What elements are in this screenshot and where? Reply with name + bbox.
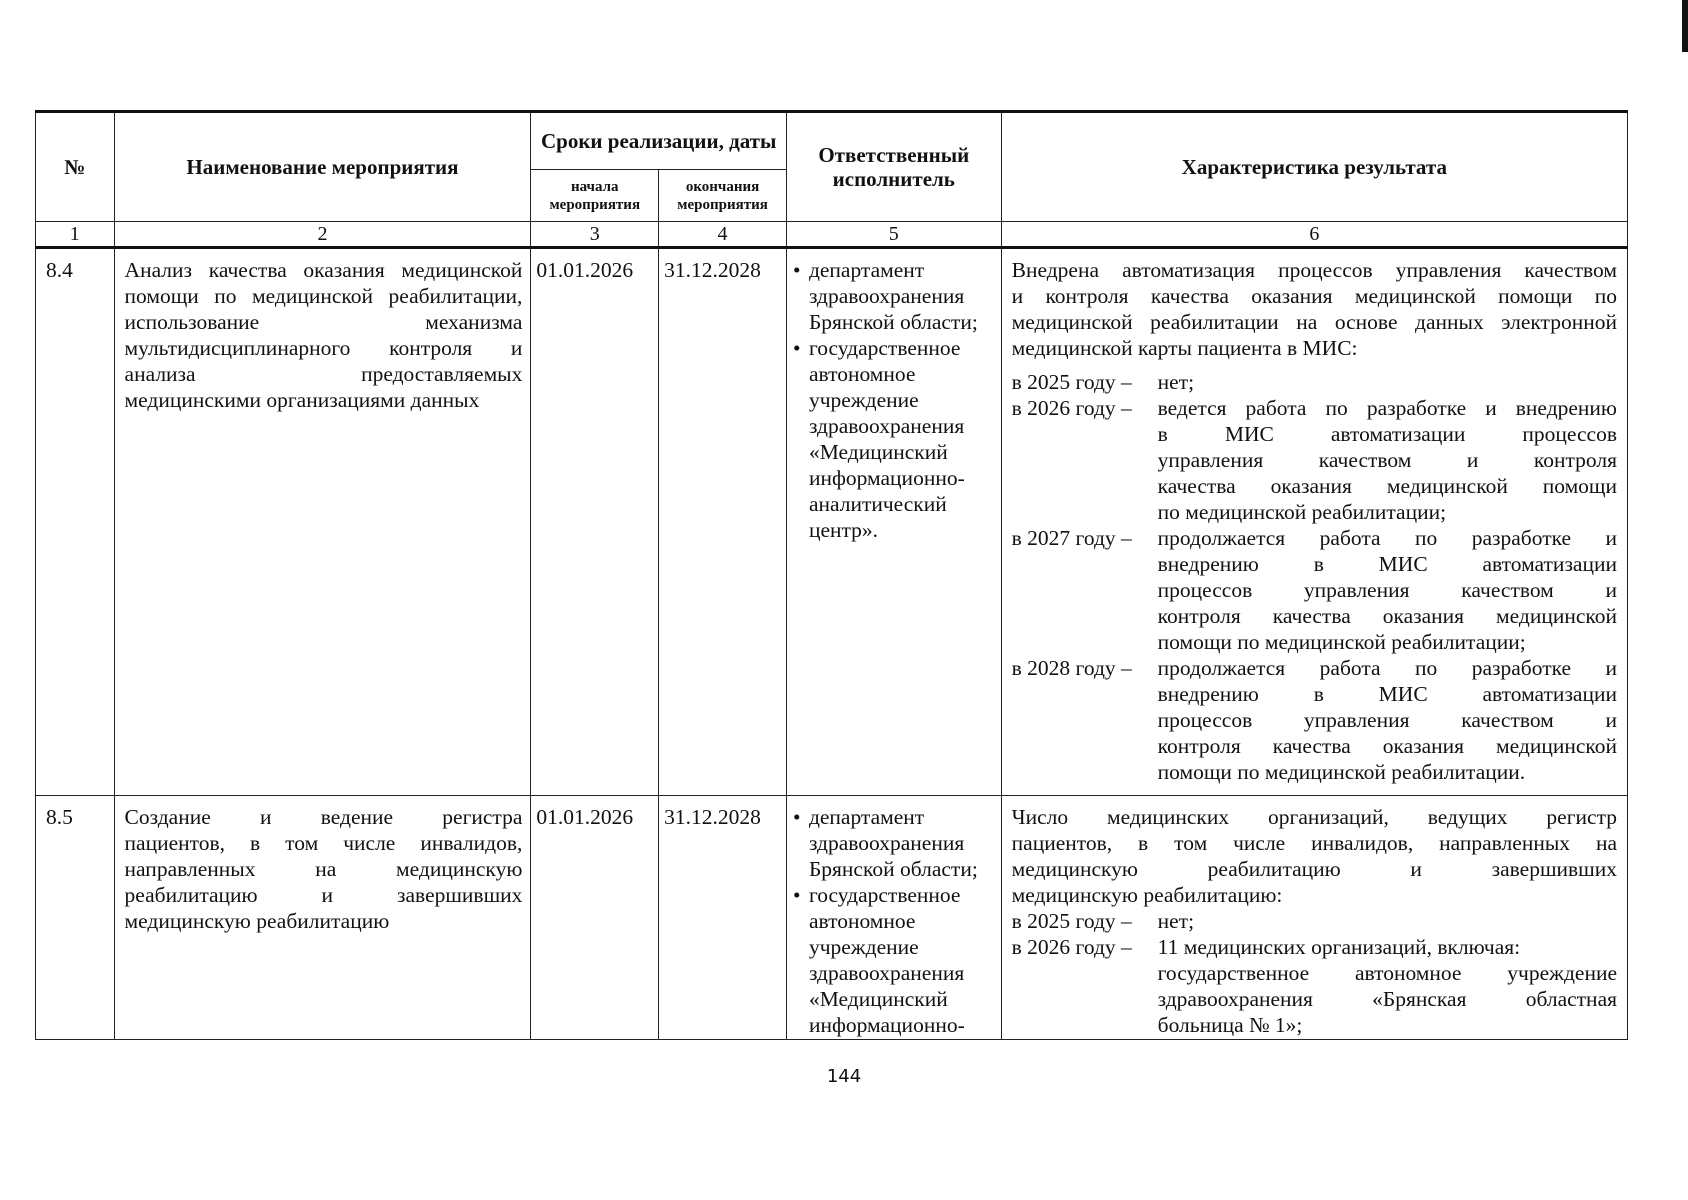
text-line: в МИС автоматизации процессов xyxy=(1157,422,1617,446)
year-continuation xyxy=(1012,551,1617,655)
year-label: в 2025 году – xyxy=(1011,909,1132,933)
header-no: № xyxy=(36,112,115,222)
year-continuation xyxy=(1012,960,1617,1038)
page-number: 144 xyxy=(826,1066,862,1087)
text-line: медицинской реабилитации на основе данных электронной xyxy=(1011,310,1617,334)
responsible-item: • департамент здравоохранения Брянской области; xyxy=(793,804,995,882)
table-row xyxy=(36,248,1628,796)
text-line: анализа предоставляемых xyxy=(124,362,523,386)
year-entry xyxy=(1012,525,1617,551)
responsible-item: • государственное автономное учреждение здравоохранения «Медицинский информационно-аналитический центр». xyxy=(793,335,995,543)
text-line: контроля качества оказания медицинской xyxy=(1157,734,1617,758)
text-line: ведется работа по разработке и внедрению xyxy=(1157,396,1617,420)
text-line: и контроля качества оказания медицинской помощи по xyxy=(1011,284,1617,308)
text-line: мультидисциплинарного контроля и xyxy=(124,336,523,360)
page-edge-mark xyxy=(1682,0,1688,52)
column-number-row xyxy=(36,222,1628,248)
responsible-item: • государственное автономное учреждение здравоохранения «Медицинский информационно- xyxy=(793,882,995,1038)
text-line: внедрению в МИС автоматизации xyxy=(1157,682,1617,706)
row-number: 8.5 xyxy=(36,796,115,1040)
text-line: процессов управления качеством и xyxy=(1157,708,1617,732)
header-end: окончания мероприятия xyxy=(659,170,787,222)
text-line: медицинскую реабилитацию: xyxy=(1011,883,1283,907)
result-intro xyxy=(1012,257,1617,361)
column-number: 2 xyxy=(114,222,531,248)
year-entry xyxy=(1012,395,1617,421)
header-start: начала мероприятия xyxy=(531,170,659,222)
text-line: медицинскую реабилитацию xyxy=(124,909,390,933)
year-label: в 2026 году – xyxy=(1011,935,1132,959)
column-number: 6 xyxy=(1001,222,1627,248)
plan-table xyxy=(35,110,1628,1040)
year-continuation xyxy=(1012,421,1617,525)
text-line: медицинской карты пациента в МИС: xyxy=(1011,336,1358,360)
text-line: нет; xyxy=(1157,909,1195,933)
start-date: 01.01.2026 xyxy=(531,796,659,1040)
header-name: Наименование мероприятия xyxy=(114,112,531,222)
text-line: помощи по медицинской реабилитации, xyxy=(124,284,523,308)
year-label: в 2028 году – xyxy=(1011,656,1132,680)
header-result: Характеристика результата xyxy=(1001,112,1627,222)
year-label: в 2025 году – xyxy=(1011,370,1132,394)
text-line: процессов управления качеством и xyxy=(1157,578,1617,602)
text-line: пациентов, в том числе инвалидов, направленных на xyxy=(1011,831,1617,855)
activity-name xyxy=(114,248,531,796)
column-number: 3 xyxy=(531,222,659,248)
text-line: направленных на медицинскую xyxy=(124,857,523,881)
end-date: 31.12.2028 xyxy=(659,248,787,796)
text-line: медицинскую реабилитацию и завершивших xyxy=(1011,857,1617,881)
text-line: помощи по медицинской реабилитации. xyxy=(1157,760,1526,784)
text-line: здравоохранения «Брянская областная xyxy=(1157,987,1617,1011)
year-entry xyxy=(1012,908,1617,934)
result-description xyxy=(1001,248,1627,796)
text-line: Число медицинских организаций, ведущих регистр xyxy=(1011,805,1617,829)
row-number: 8.4 xyxy=(36,248,115,796)
text-line: продолжается работа по разработке и xyxy=(1157,526,1617,550)
responsible-list xyxy=(786,796,1001,1040)
text-line: по медицинской реабилитации; xyxy=(1157,500,1447,524)
text-line: государственное автономное учреждение xyxy=(1157,961,1617,985)
text-line: Создание и ведение регистра xyxy=(124,805,523,829)
year-continuation xyxy=(1012,681,1617,785)
responsible-item: • департамент здравоохранения Брянской области; xyxy=(793,257,995,335)
text-line: управления качеством и контроля xyxy=(1157,448,1617,472)
text-line: Анализ качества оказания медицинской xyxy=(124,258,523,282)
text-line: 11 медицинских организаций, включая: xyxy=(1157,935,1521,959)
text-line: внедрению в МИС автоматизации xyxy=(1157,552,1617,576)
text-line: контроля качества оказания медицинской xyxy=(1157,604,1617,628)
column-number: 5 xyxy=(786,222,1001,248)
year-entry xyxy=(1012,369,1617,395)
result-intro xyxy=(1012,804,1617,908)
responsible-list xyxy=(786,248,1001,796)
text-line: пациентов, в том числе инвалидов, xyxy=(124,831,523,855)
activity-name xyxy=(114,796,531,1040)
year-label: в 2027 году – xyxy=(1011,526,1132,550)
text-line: качества оказания медицинской помощи xyxy=(1157,474,1617,498)
column-number: 1 xyxy=(36,222,115,248)
result-description xyxy=(1001,796,1627,1040)
year-label: в 2026 году – xyxy=(1011,396,1132,420)
year-entry xyxy=(1012,934,1617,960)
header-responsible: Ответственный исполнитель xyxy=(786,112,1001,222)
text-line: продолжается работа по разработке и xyxy=(1157,656,1617,680)
text-line: помощи по медицинской реабилитации; xyxy=(1157,630,1526,654)
text-line: реабилитацию и завершивших xyxy=(124,883,523,907)
header-dates: Сроки реализации, даты xyxy=(531,112,787,170)
text-line: медицинскими организациями данных xyxy=(124,388,480,412)
text-line: нет; xyxy=(1157,370,1195,394)
text-line: больница № 1»; xyxy=(1157,1013,1303,1037)
text-line: использование механизма xyxy=(124,310,523,334)
text-line: Внедрена автоматизация процессов управления качеством xyxy=(1011,258,1617,282)
start-date: 01.01.2026 xyxy=(531,248,659,796)
table-row xyxy=(36,796,1628,1040)
year-entry xyxy=(1012,655,1617,681)
column-number: 4 xyxy=(659,222,787,248)
end-date: 31.12.2028 xyxy=(659,796,787,1040)
